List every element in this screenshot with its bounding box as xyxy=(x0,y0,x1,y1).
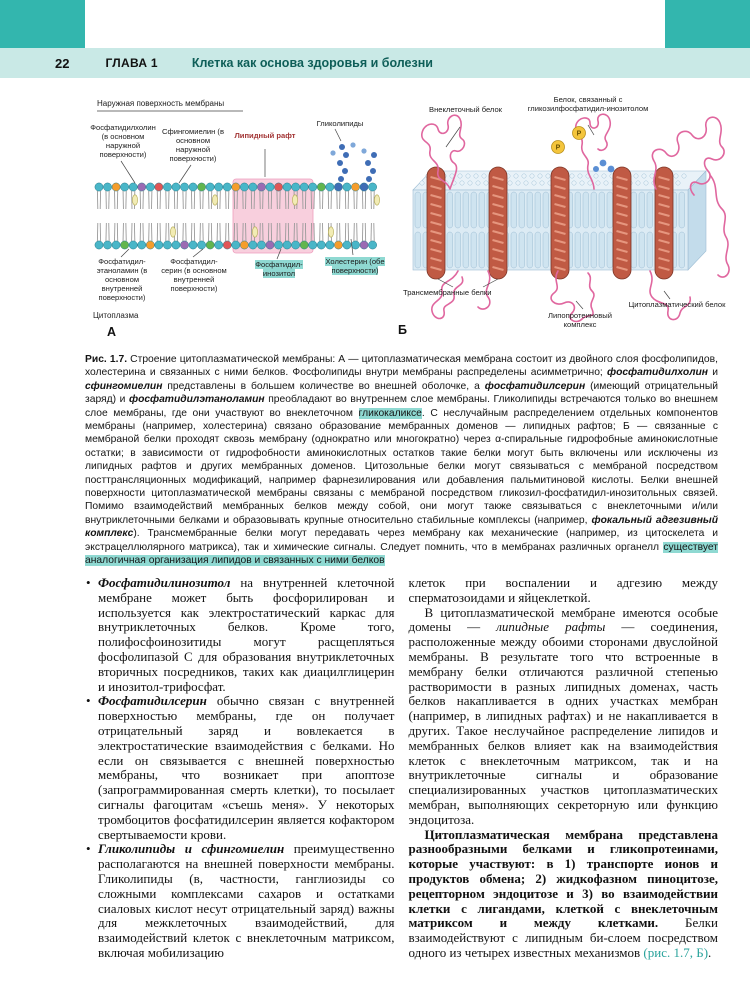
paragraph: Цитоплазматическая мембрана представлена разнообразными белками и гликопротеинами, которые участвуют: в 1) транспорте ионов и продуктов обмена; 2) жидкофазном пиноцитозе, рецепторном эндоцитозе и 3) во взаимодействии клетки с лигандами, клеткой с внеклеточным матриксом и между клетками. Белки взаимодействуют с липидным би-слоем посредством одного из четырех известных механизмов (рис. 1.7, Б). xyxy=(408,826,718,960)
label-transmembrane-proteins: Трансмембранные белки xyxy=(403,288,492,297)
label-cytoplasm: Цитоплазма xyxy=(93,311,139,320)
glycolipid-chains xyxy=(330,142,377,182)
top-right-accent-block xyxy=(665,0,750,48)
paragraph: В цитоплазматической мембране имеются особые домены — липидные рафты — соединения, расположенные между обоими сторонами двуслойной мембраны. В результате того что встроенные в мембрану белки отличаются различной степенью растворимости в разных липидных доменах, часть белков накапливается в одних участках мембран (например, в липидных рафтах) и не накапливается в других. Такое неслучайное распределение липидов и мембранных белков влияет как на взаимодействия клеток с внеклеточным матриксом, так и на внутриклеточные сигналы и образование специализированных участков цитоплазматических мембран, выполняющих секреторную или функцию эндоцитоза. xyxy=(408,604,718,827)
figure-caption xyxy=(85,353,718,568)
label-outer-surface: Наружная поверхность мембраны xyxy=(97,99,225,108)
label-sphingomyelin: Сфингомиелин (в основном наружной поверхности) xyxy=(162,127,224,163)
label-phosphatidylethanolamine: Фосфатидил-этаноламин (в основном внутренней поверхности) xyxy=(96,257,148,302)
running-header xyxy=(0,48,750,78)
figure-1-7 xyxy=(0,95,750,347)
figure-reference-link[interactable]: (рис. 1.7, Б) xyxy=(643,944,709,960)
svg-text:P: P xyxy=(555,144,561,152)
gpi-anchor-dots xyxy=(593,160,614,173)
bullet-item xyxy=(85,576,395,694)
highlighted-text: существует аналогичная организация липидов и связанных с ними белков xyxy=(85,541,718,567)
label-extracellular-protein: Внеклеточный белок xyxy=(429,105,502,114)
label-gpi-protein: Белок, связанный с гликозилфосфатидил-инозитолом xyxy=(527,95,649,113)
page-number: 22 xyxy=(55,55,70,71)
panel-a-letter: А xyxy=(107,325,117,339)
svg-text:P: P xyxy=(576,130,582,138)
caption-paragraph: Рис. 1.7. Строение цитоплазматической мембраны: А — цитоплазматическая мембрана состоит из двойного слоя фосфолипидов, холестерина и связанных с ними белков. Фосфолипиды внутри мембраны распределены асимметрично; фосфатидилхолин и сфингомиелин представлены в большем количестве во внешней оболочке, а фосфатидилсерин (имеющий отрицательный заряд) и фосфатидилэтаноламин преобладают во внутреннем слое мембраны. Гликолипиды встречаются только во внешнем слое мембраны, где они участвуют во внеклеточном гликокаликсе. С неслучайным распределением отдельных компонентов мембраны (например, холестерина) связано образование мембранных доменов — липидных рафтов; Б — связанные с мембраной белки проходят сквозь мембрану (однократно или многократно) через α-спиральные гидрофобные аминокислотные остатки; в зависимости от гидрофобности аминокислотных остатков такие белки могут быть включены или исключены из липидных рафтов и других мембранных доменов. Цитозольные белки могут связываться с мембраной посредством посттрансляционных модификаций, например фарнезилирования или добавления пальмитиновой кислоты. Белки внешней поверхности цитоплазматической мембраны связаны с мембраной посредством гликозил-фосфатидил-инозитольных связей. Помимо взаимодействий мембранных белков между собой, они могут также связываться с внеклеточными и/или внутриклеточными белками и образовывать крупные относительно стабильные комплексы (например, фокальный адгезивный комплекс). Трансмембранные белки могут передавать через мембрану как механические (например, из цитоскелета и экстрацеллюлярного матрикса), так и химические сигналы. Следует помнить, что в мембранах различных органелл существует аналогичная организация липидов и связанных с ними белков xyxy=(85,354,719,567)
membrane-diagram-panel-b xyxy=(398,95,732,347)
label-cholesterol: Холестерин (обе поверхности) xyxy=(325,257,385,275)
paragraph: клеток при воспалении и адгезию между сперматозоидами и яйцеклеткой. xyxy=(408,575,718,605)
bullet-marker: • xyxy=(86,693,91,709)
label-lipid-raft: Липидный рафт xyxy=(234,131,296,140)
label-phosphatidylcholine: Фосфатидилхолин (в основном наружной поверхности) xyxy=(90,123,156,159)
phosphate-badges xyxy=(552,127,586,154)
bullet-item xyxy=(85,842,395,960)
highlighted-text: гликокаликсе xyxy=(358,407,422,419)
bullet-marker: • xyxy=(86,575,91,590)
chapter-label: ГЛАВА 1 xyxy=(105,56,158,70)
label-phosphatidylinositol: Фосфатидил-инозитол xyxy=(255,260,303,278)
top-left-accent-block xyxy=(0,0,85,48)
label-lipoprotein-complex: Липопротеиновый комплекс xyxy=(548,311,612,329)
label-cytoplasmic-protein: Цитоплазматический белок xyxy=(628,300,726,309)
bullet-item xyxy=(85,694,395,842)
membrane-proteins-illustration xyxy=(398,95,732,347)
bullet-text: Фосфатидилинозитол на внутренней клеточной мембране может быть фосфорилирован и используется как электростатический каркас для внутриклеточных белков. Кроме того, полифосфоинозитиды могут расщепляться фосфолипазой C для образования внутриклеточных вторичных посредников, таких как диацилглицерин и инозитол-трифосфат. xyxy=(98,575,395,694)
label-phosphatidylserine: Фосфатидил-серин (в основном внутренней поверхности) xyxy=(161,257,227,293)
bullet-text: Фосфатидилсерин обычно связан с внутренней поверхностью мембраны, где он получает отрицательный заряд и вовлекается в электростатические взаимодействия с белками. Но если он связывается с внешней поверхностью мембраны, что возникает при апоптозе (запрограммированная смерть клетки), то посылает сигналы фагоцитам «съешь меня». У некоторых тромбоцитов фосфатидилсерин является кофактором свертываемости крови. xyxy=(98,693,395,842)
chapter-title: Клетка как основа здоровья и болезни xyxy=(191,56,433,70)
bullet-marker: • xyxy=(86,841,91,857)
right-column xyxy=(409,576,719,961)
bullet-text: Гликолипиды и сфингомиелин преимущественно располагаются на внешней поверхности мембраны. Гликолипиды (в, частности, ганглиозиды со сложными комплексами сахаров и остатками сиаловых кислот несут отрицательный заряд) важны для межклеточных взаимодействий, для взаимодействий клеток с внеклеточным матриксом, включая мобилизацию xyxy=(98,841,395,960)
panel-b-letter: Б xyxy=(398,323,407,337)
left-column xyxy=(85,576,395,961)
membrane-diagram-panel-a xyxy=(85,95,395,347)
label-glycolipids: Гликолипиды xyxy=(316,119,364,128)
body-text xyxy=(85,576,718,961)
